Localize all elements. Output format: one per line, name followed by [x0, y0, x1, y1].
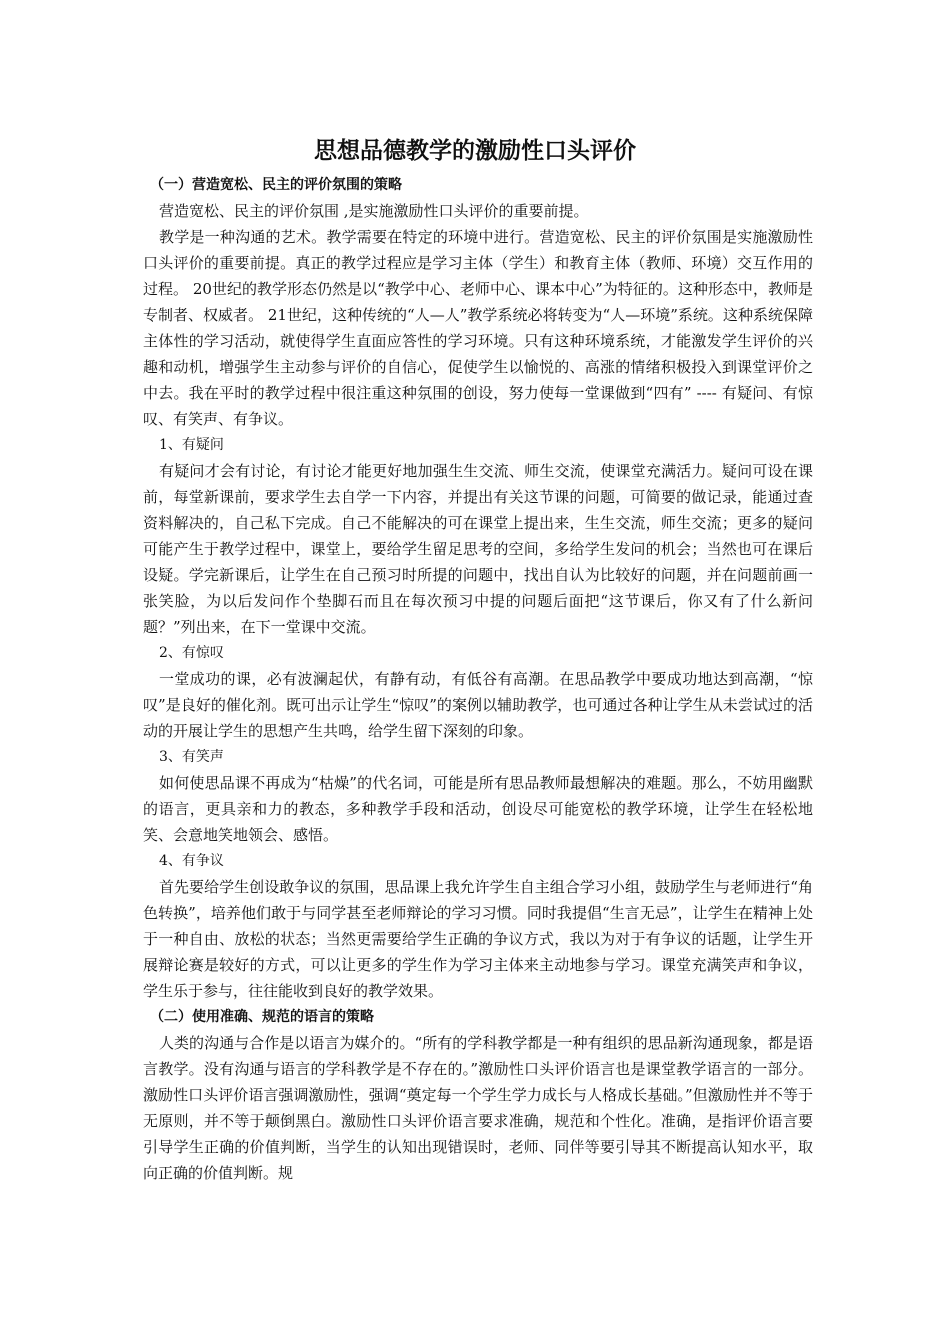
section-heading: （一）营造宽松、民主的评价氛围的策略: [150, 177, 402, 193]
document-body: [143, 172, 813, 1186]
paragraph: 首先要给学生创设敢争议的氛围，思品课上我允许学生自主组合学习小组，鼓励学生与老师进行“角色转换”，培养他们敢于与同学甚至老师辩论的学习习惯。同时我提倡“生言无忌”，让学生在精神上处于一种自由、放松的状态；当然更需要给学生正确的争议方式，我以为对于有争议的话题，让学生开展辩论赛是较好的方式，可以让更多的学生作为学习主体来主动地参与学习。课堂充满笑声和争议，学生乐于参与，往往能收到良好的教学效果。: [143, 878, 813, 1000]
paragraph: 人类的沟通与合作是以语言为媒介的。“所有的学科教学都是一种有组织的思品新沟通现象，都是语言教学。没有沟通与语言的学科教学是不存在的。”激励性口头评价语言也是课堂教学语言的一部分。激励性口头评价语言强调激励性，强调“奠定每一个学生学力成长与人格成长基础。”但激励性并不等于无原则，并不等于颠倒黑白。激励性口头评价语言要求准确，规范和个性化。准确，是指评价语言要引导学生正确的价值判断，当学生的认知出现错误时，老师、同伴等要引导其不断提高认知水平，取向正确的价值判断。规: [143, 1034, 813, 1182]
paragraph: 有疑问才会有讨论，有讨论才能更好地加强生生交流、师生交流，使课堂充满活力。疑问可设在课前，每堂新课前，要求学生去自学一下内容，并提出有关这节课的问题，可简要的做记录，能通过查资料解决的，自己私下完成。自己不能解决的可在课堂上提出来，生生交流，师生交流；更多的疑问可能产生于教学过程中，课堂上，要给学生留足思考的空间，多给学生发问的机会；当然也可在课后设疑。学完新课后，让学生在自己预习时所提的问题中，找出自认为比较好的问题，并在问题前画一张笑脸，为以后发问作个垫脚石而且在每次预习中提的问题后面把“这节课后，你又有了什么新问题？”列出来，在下一堂课中交流。: [143, 462, 813, 636]
paragraph: 教学是一种沟通的艺术。教学需要在特定的环境中进行。营造宽松、民主的评价氛围是实施激励性口头评价的重要前提。真正的教学过程应是学习主体（学生）和教育主体（教师、环境）交互作用的过程。 20世纪的教学形态仍然是以“教学中心、老师中心、课本中心”为特征的。这种形态中，教师是专制者、权威者。 21世纪，这种传统的“人—人”教学系统必将转变为“人—环境”系统。这种系统保障主体性的学习活动，就使得学生直面应答性的学习环境。只有这种环境系统，才能激发学生评价的兴趣和动机，增强学生主动参与评价的自信心，促使学生以愉悦的、高涨的情绪积极投入到课堂评价之中去。我在平时的教学过程中很注重这种氛围的创设，努力使每一堂课做到“四有” ---- 有疑问、有惊叹、有笑声、有争议。: [143, 228, 813, 428]
paragraph: 一堂成功的课，必有波澜起伏，有静有动，有低谷有高潮。在思品教学中要成功地达到高潮，“惊叹”是良好的催化剂。既可出示让学生“惊叹”的案例以辅助教学，也可通过各种让学生从未尝试过的活动的开展让学生的思想产生共鸣，给学生留下深刻的印象。: [143, 670, 813, 740]
page-title: 思想品德教学的激励性口头评价: [314, 138, 636, 164]
paragraph: 营造宽松、民主的评价氛围 ,是实施激励性口头评价的重要前提。: [159, 202, 589, 220]
section-heading: （二）使用准确、规范的语言的策略: [150, 1009, 374, 1025]
subheading: 1、有疑问: [159, 437, 224, 453]
paragraph: 如何使思品课不再成为“枯燥”的代名词，可能是所有思品教师最想解决的难题。那么，不妨用幽默的语言，更具亲和力的教态，多种教学手段和活动，创设尽可能宽松的教学环境，让学生在轻松地笑、会意地笑地领会、感悟。: [143, 774, 813, 844]
subheading: 2、有惊叹: [159, 645, 224, 661]
subheading: 4、有争议: [159, 853, 224, 869]
subheading: 3、有笑声: [159, 749, 224, 765]
